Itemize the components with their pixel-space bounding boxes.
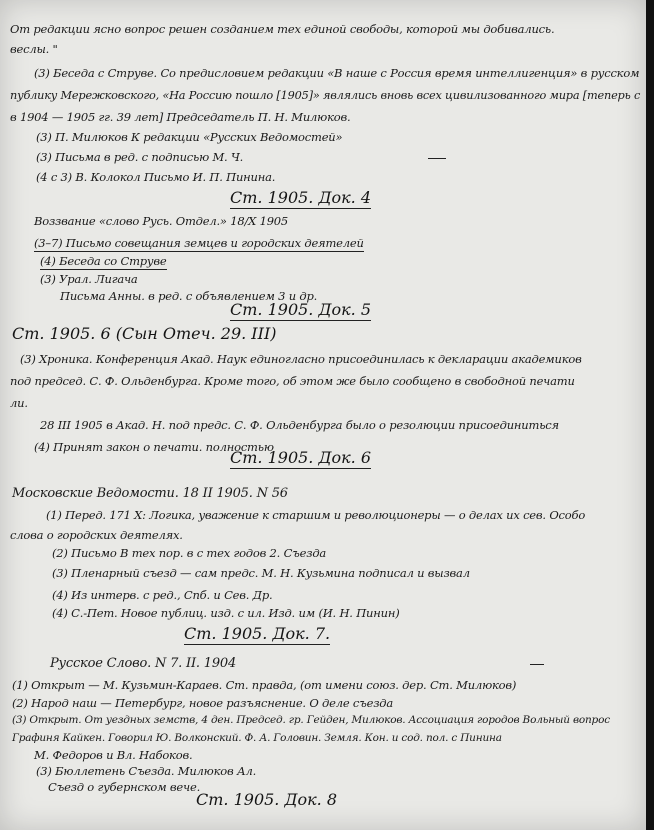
text-line: (3) Пленарный съезд — сам предс. М. Н. Кузьмина подписал и вызвал (52, 566, 470, 580)
text-line: под председ. С. Ф. Ольденбурга. Кроме того, об этом же было сообщено в свободной печати (10, 374, 575, 388)
section-heading: Ст. 1905. Док. 8 (196, 790, 338, 809)
text-line: (4) Из интерв. с ред., Спб. и Сев. Др. (52, 588, 273, 602)
text-line: (2) Письмо В тех пор. в с тех годов 2. Съезда (52, 546, 327, 560)
text-line: (4) Беседа со Струве (40, 254, 167, 268)
text-line: (2) Народ наш — Петербург, новое разъяснение. О деле съезда (12, 696, 394, 710)
margin-dash (428, 158, 446, 159)
text-line: (1) Открыт — М. Кузьмин-Караев. Ст. правда, (от имени союз. дер. Ст. Милюков) (12, 678, 517, 692)
text-line: Съезд о губернском вече. (48, 780, 201, 794)
section-heading: Ст. 1905. Док. 7. (184, 624, 331, 643)
text-line: (3) П. Милюков К редакции «Русских Ведомостей» (36, 130, 343, 144)
text-line: ли. (10, 396, 28, 410)
text-line: (3) Беседа с Струве. Со предисловием редакции «В наше с Россия время интеллигенция» в русском (34, 66, 640, 80)
text-line: 28 III 1905 в Акад. Н. под предс. С. Ф. Ольденбурга было о резолюции присоединиться (40, 418, 559, 432)
text-line: публику Мережковского, «На Россию пошло [1905]» являлись вновь всех цивилизованного мира [теперь с (10, 88, 641, 102)
text-line: (3) Урал. Лигача (40, 272, 138, 286)
section-heading: Ст. 1905. Док. 4 (230, 188, 372, 207)
section-heading: Ст. 1905. Док. 5 (230, 300, 372, 319)
text-line: (3–7) Письмо совещания земцев и городских деятелей (34, 236, 364, 250)
text-line: (4 с 3) В. Колокол Письмо И. П. Пинина. (36, 170, 276, 184)
text-line: в 1904 — 1905 гг. 39 лет] Председатель П. Н. Милюков. (10, 110, 351, 124)
text-line: М. Федоров и Вл. Набоков. (34, 748, 193, 762)
text-line: (3) Бюллетень Съезда. Милюков Ал. (36, 764, 257, 778)
text-line: веслы. " (10, 42, 58, 56)
page-edge (646, 0, 654, 830)
text-line: Русское Слово. N 7. II. 1904 (50, 656, 237, 671)
section-heading: Ст. 1905. 6 (Сын Отеч. 29. III) (12, 324, 277, 343)
text-line: Письма Анны. в ред. с объявлением 3 и др. (60, 289, 318, 303)
text-line: (3) Хроника. Конференция Акад. Наук единогласно присоединилась к декларации академиков (20, 352, 582, 366)
text-line: слова о городских деятелях. (10, 528, 183, 542)
section-heading: Ст. 1905. Док. 6 (230, 448, 372, 467)
text-line: Московские Ведомости. 18 II 1905. N 56 (12, 486, 288, 501)
text-line: От редакции ясно вопрос решен созданием тех единой свободы, которой мы добивались. (10, 22, 555, 36)
margin-dash (530, 664, 544, 665)
text-line: (4) Принят закон о печати. полностью (34, 440, 274, 454)
text-line: Графиня Кайкен. Говорил Ю. Волконский. Ф. А. Головин. Земля. Кон. и сод. пол. с Пинина (12, 732, 502, 744)
text-line: (4) С.-Пет. Новое публиц. изд. с ил. Изд. им (И. Н. Пинин) (52, 606, 400, 620)
text-line: (3) Письма в ред. с подписью М. Ч. (36, 150, 244, 164)
text-line: (1) Перед. 171 X: Логика, уважение к старшим и революционеры — о делах их сев. Особо (46, 508, 586, 522)
text-line: Воззвание «слово Русь. Отдел.» 18/X 1905 (34, 214, 289, 228)
text-line: (3) Открыт. От уездных земств, 4 ден. Председ. гр. Гейден, Милюков. Ассоциация городов Вольный вопрос (12, 714, 610, 726)
